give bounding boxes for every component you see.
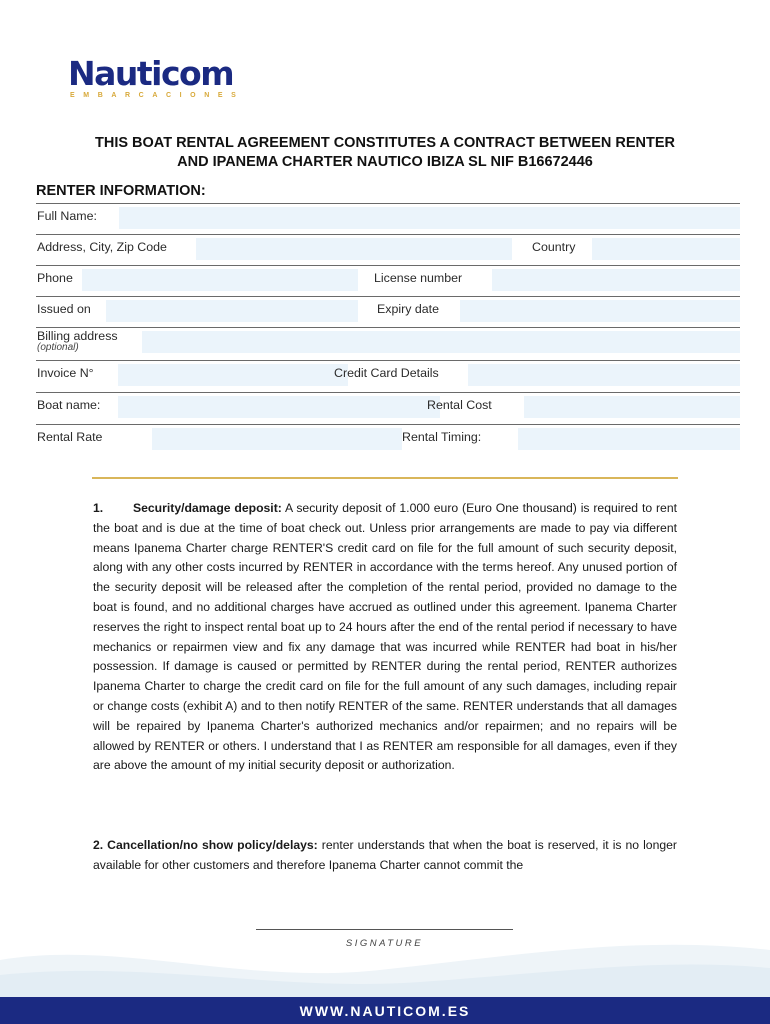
- boat-name-label: Boat name:: [37, 398, 101, 412]
- expiry-date-label: Expiry date: [377, 302, 439, 316]
- address-field[interactable]: [196, 238, 512, 260]
- rental-timing-field[interactable]: [518, 428, 740, 450]
- license-number-label: License number: [374, 271, 463, 285]
- rental-cost-label: Rental Cost: [427, 398, 492, 412]
- phone-label: Phone: [37, 271, 73, 285]
- heading-line-2: AND IPANEMA CHARTER NAUTICO IBIZA SL NIF B16672446: [177, 154, 593, 170]
- section-divider: [92, 477, 678, 479]
- rental-timing-label: Rental Timing:: [402, 430, 482, 444]
- invoice-field[interactable]: [118, 364, 348, 386]
- boat-name-row: [36, 392, 740, 424]
- billing-address-label: [37, 329, 118, 353]
- credit-card-label: Credit Card Details: [334, 366, 439, 380]
- rental-rate-field[interactable]: [152, 428, 402, 450]
- billing-address-row: [36, 327, 740, 361]
- clause-cancellation: [93, 836, 677, 876]
- phone-row: [36, 265, 740, 297]
- nauticom-logo: [68, 56, 250, 104]
- country-field[interactable]: [592, 238, 740, 260]
- rental-cost-field[interactable]: [524, 396, 740, 418]
- billing-optional-note: (optional): [37, 342, 79, 353]
- phone-field[interactable]: [82, 269, 358, 291]
- clause-1-text: A security deposit of 1.000 euro (Euro One thousand) is required to rent the boat and is due at the time of boat check out. Unless prior arrangements are made to pay via different means Ipanema Charter charge RENTER'S credit card on file for the full amount of such security deposit, along with any other costs incurred by RENTER in accordance with the terms hereof. Any unused portion of the security deposit will be released after the completion of the rental period, provided no damage to the boat is found, and no additional charges have accrued as outlined under this agreement. Ipanema Charter reserves the right to inspect rental boat up to 24 hours after the end of the rental period if necessary to have mechanics or repairmen view and fix any damage that was incurred while RENTER had boat in his/her possession. If damage is caused or permitted by RENTER during the rental period, RENTER authorizes Ipanema Charter to charge the credit card on file for the full amount of any such damages, including repair or change costs (exhibit A) and to then notify RENTER of the same. RENTER understands that all damages will be repaired by Ipanema Charter's authorized mechanics and/or repairmen; and no repairs will be allowed by RENTER or others. I understand that I as RENTER am responsible for all damages, even if they are above the amount of my initial security deposit or authorization.: [93, 501, 677, 773]
- clause-2-title: 2. Cancellation/no show policy/delays:: [93, 838, 318, 852]
- rental-rate-row: [36, 424, 740, 456]
- expiry-date-field[interactable]: [460, 300, 740, 322]
- logo-tagline: EMBARCACIONES: [70, 92, 245, 99]
- credit-card-field[interactable]: [468, 364, 740, 386]
- footer-website[interactable]: WWW.NAUTICOM.ES: [299, 1003, 471, 1019]
- signature-label: SIGNATURE: [345, 938, 424, 949]
- billing-address-field[interactable]: [142, 331, 740, 353]
- logo-wordmark: Nauticom: [68, 54, 234, 93]
- clause-1-number: 1.: [93, 501, 104, 515]
- clause-security-deposit: [93, 499, 677, 776]
- billing-address-text: Billing address: [37, 329, 118, 343]
- renter-information-title: RENTER INFORMATION:: [36, 183, 206, 199]
- issued-row: [36, 296, 740, 328]
- issued-on-label: Issued on: [37, 302, 91, 316]
- address-label: Address, City, Zip Code: [37, 240, 167, 254]
- rental-rate-label: Rental Rate: [37, 430, 103, 444]
- boat-name-field[interactable]: [118, 396, 440, 418]
- clause-2-text: renter understands that when the boat is reserved, it is no longer available for other customers and therefore Ipanema Charter cannot commit the: [93, 838, 677, 872]
- clause-1-title: Security/damage deposit:: [133, 501, 282, 515]
- full-name-row: [36, 203, 740, 235]
- license-number-field[interactable]: [492, 269, 740, 291]
- country-label: Country: [532, 240, 576, 254]
- full-name-field[interactable]: [119, 207, 740, 229]
- invoice-label: Invoice N°: [37, 366, 94, 380]
- agreement-heading: [40, 134, 730, 172]
- invoice-row: [36, 360, 740, 392]
- signature-line: [256, 929, 513, 930]
- issued-on-field[interactable]: [106, 300, 358, 322]
- heading-line-1: THIS BOAT RENTAL AGREEMENT CONSTITUTES A CONTRACT BETWEEN RENTER: [95, 135, 675, 151]
- address-row: [36, 234, 740, 266]
- full-name-label: Full Name:: [37, 209, 97, 223]
